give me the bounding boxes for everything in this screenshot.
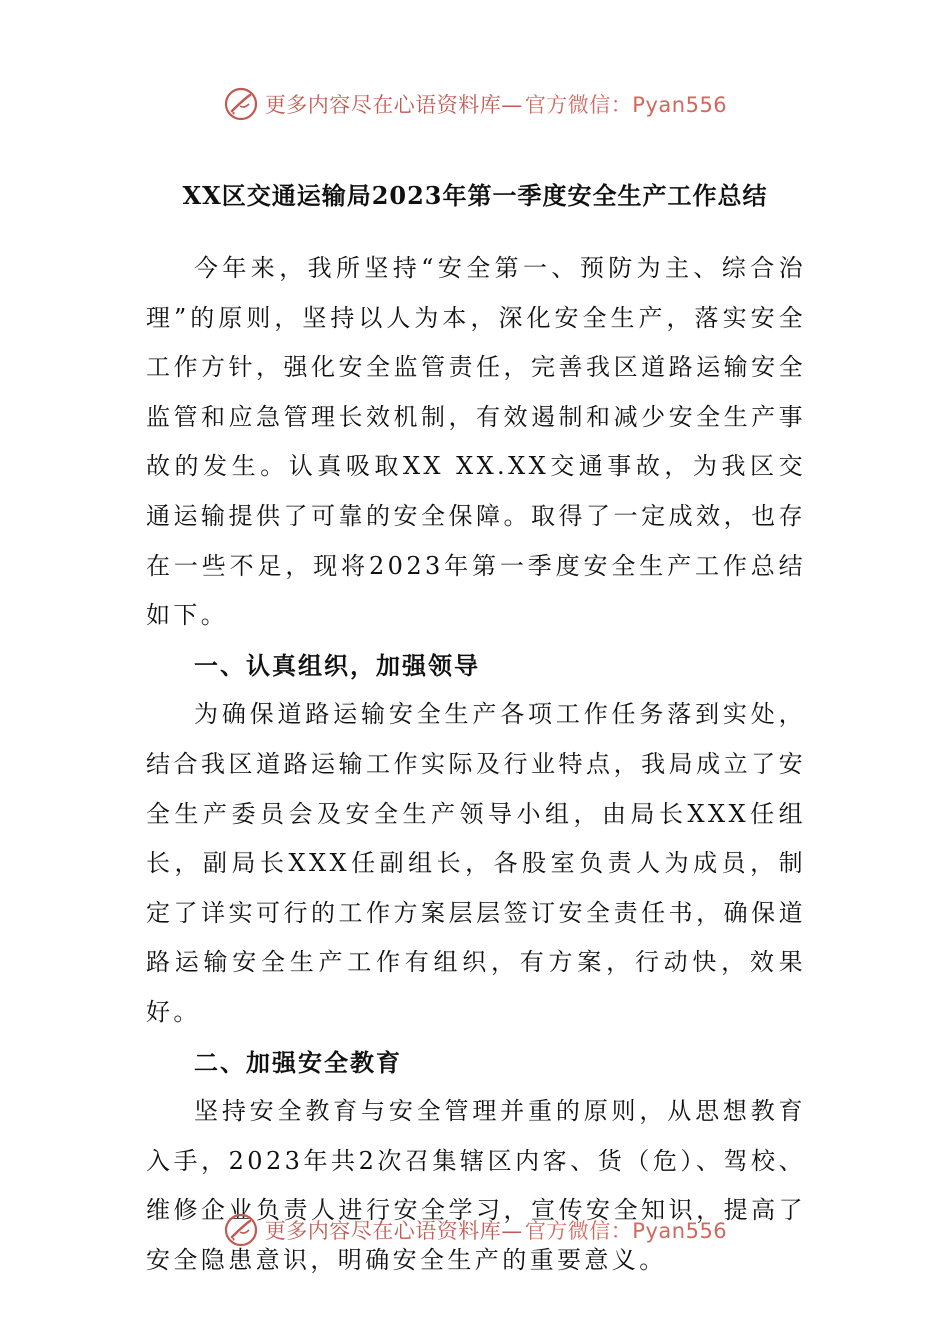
- document-body: [146, 244, 806, 1285]
- section-heading-1: 一、认真组织，加强领导: [194, 650, 480, 680]
- section-heading-2: 二、加强安全教育: [194, 1047, 402, 1077]
- pen-logo-icon: [223, 86, 259, 122]
- banner-text: 更多内容尽在心语资料库—: [264, 93, 523, 117]
- watermark-banner-bottom: [0, 1210, 950, 1250]
- banner-wechat: 官方微信：Pyan556: [524, 1219, 728, 1243]
- banner-wechat: 官方微信：Pyan556: [524, 93, 728, 117]
- intro-paragraph: 今年来，我所坚持“安全第一、预防为主、综合治理”的原则，坚持以人为本，深化安全生产，落实安全工作方针，强化安全监管责任，完善我区道路运输安全监管和应急管理长效机制，有效遏制和减少安全生产事故的发生。认真吸取XX XX.XX交通事故，为我区交通运输提供了可靠的安全保障。取得了一定成效，也存在一些不足，现将2023年第一季度安全生产工作总结如下。: [146, 254, 806, 630]
- watermark-banner-top: [0, 84, 950, 124]
- document-title: XX区交通运输局2023年第一季度安全生产工作总结: [182, 181, 768, 210]
- banner-text: 更多内容尽在心语资料库—: [264, 1219, 523, 1243]
- section-paragraph-1: 为确保道路运输安全生产各项工作任务落到实处，结合我区道路运输工作实际及行业特点，我局成立了安全生产委员会及安全生产领导小组，由局长XXX任组长，副局长XXX任副组长，各股室负责人为成员，制定了详实可行的工作方案层层签订安全责任书，确保道路运输安全生产工作有组织，有方案，行动快，效果好。: [146, 700, 806, 1026]
- section-paragraph-2: 坚持安全教育与安全管理并重的原则，从思想教育入手，2023年共2次召集辖区内客、货（危）、驾校、维修企业负责人进行安全学习，宣传安全知识，提高了安全隐患意识，明确安全生产的重要意义。: [146, 1097, 806, 1274]
- pen-logo-icon: [223, 1212, 259, 1248]
